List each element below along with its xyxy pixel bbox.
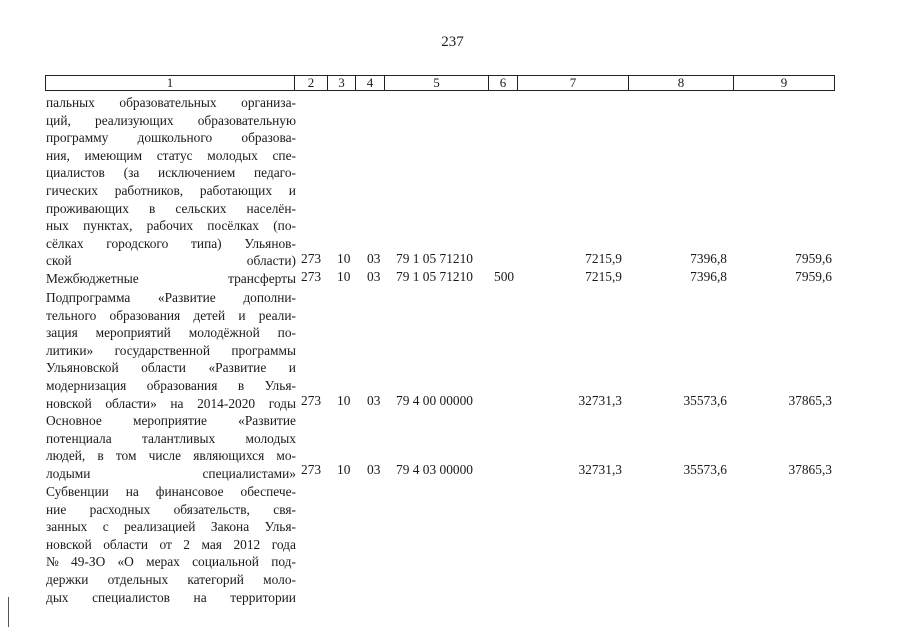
desc-word: пальных xyxy=(46,95,95,110)
cell-col-9: 37865,3 xyxy=(788,462,832,477)
desc-word: населён- xyxy=(246,200,296,216)
desc-line xyxy=(46,307,296,325)
cell-col-5: 79 4 03 00000 xyxy=(396,462,473,477)
desc-word: Закона xyxy=(210,519,250,535)
desc-word: тельного xyxy=(46,307,97,323)
desc-word: 2 xyxy=(183,536,190,552)
desc-word: программы xyxy=(231,342,296,358)
desc-text: лодыми специалистами» xyxy=(46,465,296,481)
desc-word: держки xyxy=(46,571,89,587)
desc-word: имеющим xyxy=(84,147,143,163)
desc-word: свя- xyxy=(273,501,296,517)
desc-word: литики» xyxy=(46,342,94,358)
desc-word: области xyxy=(141,360,186,376)
desc-word: государственной xyxy=(114,342,211,358)
desc-line xyxy=(46,342,296,360)
desc-word: года xyxy=(271,536,296,552)
desc-word: занных xyxy=(46,519,88,535)
desc-word: модернизация xyxy=(46,377,127,393)
desc-word: и xyxy=(288,182,296,198)
desc-text: новской области» на 2014-2020 годы xyxy=(46,395,296,411)
desc-word: с xyxy=(102,519,109,535)
desc-line xyxy=(46,217,296,235)
cell-col-8: 35573,6 xyxy=(683,462,727,477)
desc-word: социальной xyxy=(192,554,259,570)
desc-word: моло- xyxy=(263,571,296,587)
desc-word: обязательств, xyxy=(173,501,250,517)
desc-line xyxy=(46,430,296,448)
desc-word: работников, xyxy=(114,182,184,198)
desc-line xyxy=(46,147,296,165)
header-col-8: 8 xyxy=(629,76,734,90)
desc-line xyxy=(46,359,296,377)
cell-col-7: 7215,9 xyxy=(585,269,622,284)
desc-word: ние xyxy=(46,501,67,517)
desc-word: Улья- xyxy=(264,377,296,393)
desc-word: организа- xyxy=(241,95,296,110)
cell-col-3: 10 xyxy=(337,462,351,477)
desc-word: ных xyxy=(46,218,69,234)
cell-col-6: 500 xyxy=(494,269,515,284)
header-col-6: 6 xyxy=(489,76,518,90)
desc-word: в xyxy=(237,377,245,393)
desc-line xyxy=(46,536,296,554)
desc-word: 49-ЗО xyxy=(71,554,106,570)
header-col-3: 3 xyxy=(328,76,356,90)
desc-word: статус xyxy=(156,147,193,163)
cell-col-3: 10 xyxy=(337,251,351,266)
header-col-7: 7 xyxy=(518,76,629,90)
desc-word: (по- xyxy=(273,218,296,234)
desc-word: по- xyxy=(277,325,296,341)
cell-col-5: 79 1 05 71210 xyxy=(396,269,473,284)
desc-word: Субвенции xyxy=(46,484,109,499)
desc-word: в xyxy=(148,200,156,216)
desc-word: образова- xyxy=(241,130,296,146)
cell-col-8: 35573,6 xyxy=(683,393,727,408)
cell-col-9: 7959,6 xyxy=(795,251,832,266)
desc-word: специалистов xyxy=(92,589,170,605)
scan-margin-line xyxy=(8,597,9,627)
desc-word: «О xyxy=(117,554,134,570)
cell-col-5: 79 1 05 71210 xyxy=(396,251,473,266)
desc-word: том xyxy=(115,448,137,464)
desc-word: сёлках xyxy=(46,235,84,251)
desc-word: сельских xyxy=(175,200,227,216)
desc-word: образовательных xyxy=(119,95,217,110)
desc-line xyxy=(46,571,296,589)
desc-word: посёлках xyxy=(207,218,259,234)
desc-word: № xyxy=(46,554,59,570)
table-row xyxy=(0,250,905,268)
cell-col-8: 7396,8 xyxy=(690,269,727,284)
desc-word: в xyxy=(97,448,104,464)
desc-word: «Развитие xyxy=(238,413,296,428)
desc-word: мероприятий xyxy=(95,325,171,341)
desc-word: реализацией xyxy=(124,519,196,535)
desc-word: пунктах, xyxy=(83,218,133,234)
desc-word: образования xyxy=(109,307,181,323)
table-row xyxy=(0,268,905,286)
cell-col-2: 273 xyxy=(301,393,322,408)
cell-col-9: 7959,6 xyxy=(795,269,832,284)
desc-word: работающих xyxy=(199,182,273,198)
desc-word: категорий xyxy=(187,571,244,587)
desc-word: молодых xyxy=(245,430,296,446)
desc-word: под- xyxy=(271,554,296,570)
desc-word: молодых xyxy=(207,147,258,163)
cell-col-2: 273 xyxy=(301,462,322,477)
desc-word: циалистов xyxy=(46,165,105,181)
desc-word: (за xyxy=(123,165,140,181)
desc-word: являющихся xyxy=(193,448,265,464)
desc-word: финансовое xyxy=(155,484,224,499)
desc-line xyxy=(46,553,296,571)
cell-col-7: 7215,9 xyxy=(585,251,622,266)
desc-word: расходных xyxy=(89,501,151,517)
desc-word: людей, xyxy=(46,448,86,464)
desc-word: педаго- xyxy=(253,165,296,181)
desc-word: мо- xyxy=(276,448,296,464)
desc-word: зация xyxy=(46,325,78,341)
desc-word: территории xyxy=(230,589,296,605)
desc-text: ской области) xyxy=(46,253,296,269)
table-row xyxy=(0,392,905,410)
cell-col-4: 03 xyxy=(367,462,381,477)
desc-word: дополни- xyxy=(243,290,296,305)
desc-text: Межбюджетные трансферты xyxy=(46,271,296,286)
desc-word: области xyxy=(103,536,148,552)
desc-line xyxy=(46,94,296,112)
desc-word: образовательную xyxy=(197,112,296,128)
desc-word: проживающих xyxy=(46,200,129,216)
desc-word: Основное xyxy=(46,413,102,428)
cell-col-2: 273 xyxy=(301,269,322,284)
desc-line xyxy=(46,289,296,307)
desc-word: программу xyxy=(46,130,109,146)
desc-word: и xyxy=(238,307,246,323)
desc-word: и xyxy=(288,360,296,376)
desc-word: числе xyxy=(148,448,182,464)
desc-line xyxy=(46,164,296,182)
desc-word: реализующих xyxy=(95,112,174,128)
table-header-row xyxy=(45,75,835,91)
header-col-2: 2 xyxy=(295,76,328,90)
desc-word: от xyxy=(159,536,172,552)
desc-word: на xyxy=(125,484,139,499)
desc-line xyxy=(46,412,296,430)
desc-line xyxy=(46,200,296,218)
cell-col-3: 10 xyxy=(337,393,351,408)
desc-word: мая xyxy=(201,536,222,552)
desc-word: мерах xyxy=(146,554,180,570)
desc-word: обеспече- xyxy=(240,484,296,499)
desc-word: молодёжной xyxy=(188,325,260,341)
header-col-1: 1 xyxy=(46,76,295,90)
header-col-5: 5 xyxy=(385,76,489,90)
desc-word: Ульяновской xyxy=(46,360,119,376)
desc-line xyxy=(46,589,296,607)
desc-word: талантливых xyxy=(141,430,216,446)
cell-col-8: 7396,8 xyxy=(690,251,727,266)
cell-col-3: 10 xyxy=(337,269,351,284)
desc-word: «Развитие xyxy=(157,290,216,305)
cell-col-4: 03 xyxy=(367,269,381,284)
desc-line xyxy=(46,518,296,536)
desc-word: отдельных xyxy=(107,571,169,587)
desc-line xyxy=(46,483,296,501)
desc-line xyxy=(46,129,296,147)
cell-col-5: 79 4 00 00000 xyxy=(396,393,473,408)
desc-word: дошкольного xyxy=(137,130,213,146)
cell-col-9: 37865,3 xyxy=(788,393,832,408)
desc-word: гических xyxy=(46,182,98,198)
header-col-4: 4 xyxy=(356,76,385,90)
row-description-continuation xyxy=(46,94,296,270)
table-row xyxy=(0,461,905,479)
desc-word: потенциала xyxy=(46,430,112,446)
desc-word: 2012 xyxy=(233,536,261,552)
cell-col-4: 03 xyxy=(367,393,381,408)
cell-col-4: 03 xyxy=(367,251,381,266)
cell-col-7: 32731,3 xyxy=(578,462,622,477)
page-number: 237 xyxy=(441,34,464,50)
desc-word: на xyxy=(193,589,207,605)
desc-word: новской xyxy=(46,536,92,552)
desc-line xyxy=(46,112,296,130)
desc-word: исключением xyxy=(158,165,236,181)
desc-line xyxy=(46,182,296,200)
desc-word: типа) xyxy=(191,235,222,251)
desc-line xyxy=(46,501,296,519)
cell-col-2: 273 xyxy=(301,251,322,266)
desc-word: образования xyxy=(146,377,218,393)
desc-word: городского xyxy=(106,235,169,251)
desc-word: Улья- xyxy=(264,519,296,535)
desc-word: рабочих xyxy=(146,218,194,234)
desc-line xyxy=(46,324,296,342)
header-col-9: 9 xyxy=(780,75,788,90)
desc-word: спе- xyxy=(272,147,296,163)
row-description-subventions xyxy=(46,483,296,606)
desc-word: «Развитие xyxy=(208,360,267,376)
desc-word: реали- xyxy=(258,307,296,323)
cell-col-7: 32731,3 xyxy=(578,393,622,408)
desc-word: детей xyxy=(193,307,226,323)
desc-word: ния, xyxy=(46,147,70,163)
desc-word: Подпрограмма xyxy=(46,290,131,305)
desc-word: мероприятие xyxy=(132,413,207,428)
desc-word: дых xyxy=(46,589,69,605)
desc-word: ций, xyxy=(46,112,71,128)
desc-word: Ульянов- xyxy=(244,235,296,251)
